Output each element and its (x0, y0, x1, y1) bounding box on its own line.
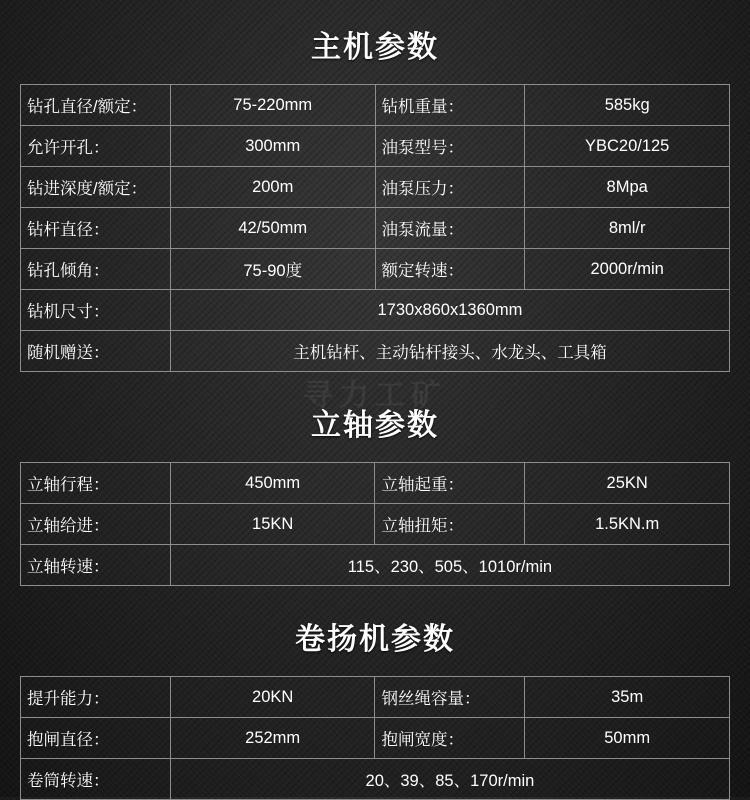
spec-label: 抱闸直径： (21, 718, 171, 759)
spec-label: 钻孔直径/额定： (21, 85, 171, 126)
spec-table-spindle (20, 462, 730, 586)
table-row (21, 331, 730, 372)
spec-value: 主机钻杆、主动钻杆接头、水龙头、工具箱 (170, 331, 729, 372)
spec-value: 2000r/min (525, 249, 730, 290)
spec-table-host (20, 84, 730, 372)
table-row (21, 463, 730, 504)
table-row (21, 677, 730, 718)
spec-value: 35m (525, 677, 730, 718)
spec-label: 随机赠送： (21, 331, 171, 372)
table-row (21, 249, 730, 290)
section-title-winch: 卷扬机参数 (295, 623, 455, 656)
watermark: 寻力工矿 (303, 379, 447, 412)
spec-table-spindle-body (21, 463, 730, 586)
section-title-host: 主机参数 (311, 31, 439, 64)
spec-label: 立轴转速： (21, 545, 171, 586)
spec-label: 立轴行程： (21, 463, 171, 504)
table-row (21, 290, 730, 331)
table-row (21, 85, 730, 126)
table-row (21, 718, 730, 759)
spec-table-winch (20, 676, 730, 800)
spec-label: 抱闸宽度： (375, 718, 525, 759)
spec-label: 额定转速： (375, 249, 525, 290)
spec-table-winch-body (21, 677, 730, 800)
spec-value: 50mm (525, 718, 730, 759)
spec-value: 75-90度 (170, 249, 375, 290)
table-row (21, 759, 730, 800)
spec-value: 20、39、85、170r/min (170, 759, 729, 800)
table-row (21, 208, 730, 249)
table-row (21, 545, 730, 586)
spec-value: 8ml/r (525, 208, 730, 249)
spec-label: 油泵压力： (375, 167, 525, 208)
spec-label: 立轴扭矩： (375, 504, 525, 545)
spec-label: 立轴起重： (375, 463, 525, 504)
spec-label: 油泵型号： (375, 126, 525, 167)
spec-label: 卷筒转速： (21, 759, 171, 800)
table-row (21, 126, 730, 167)
spec-label: 允许开孔： (21, 126, 171, 167)
spec-value: 15KN (170, 504, 375, 545)
spec-table-host-body (21, 85, 730, 372)
spec-value: 42/50mm (170, 208, 375, 249)
spec-value: 200m (170, 167, 375, 208)
spec-value: 252mm (170, 718, 375, 759)
spec-value: 8Mpa (525, 167, 730, 208)
section-title-spindle: 立轴参数 (311, 409, 439, 442)
spec-value: 25KN (525, 463, 730, 504)
spec-value: 115、230、505、1010r/min (170, 545, 729, 586)
spec-label: 钻机重量： (375, 85, 525, 126)
spec-label: 钻孔倾角： (21, 249, 171, 290)
spec-value: 300mm (170, 126, 375, 167)
spec-label: 钢丝绳容量： (375, 677, 525, 718)
spec-label: 钻杆直径： (21, 208, 171, 249)
spec-value: 450mm (170, 463, 375, 504)
spec-label: 提升能力： (21, 677, 171, 718)
table-row (21, 167, 730, 208)
spec-label: 立轴给进： (21, 504, 171, 545)
spec-value: 1.5KN.m (525, 504, 730, 545)
spec-value: YBC20/125 (525, 126, 730, 167)
spec-value: 585kg (525, 85, 730, 126)
spec-value: 20KN (170, 677, 375, 718)
table-row (21, 504, 730, 545)
spec-value: 1730x860x1360mm (170, 290, 729, 331)
spec-label: 钻机尺寸： (21, 290, 171, 331)
spec-value: 75-220mm (170, 85, 375, 126)
spec-label: 钻进深度/额定： (21, 167, 171, 208)
spec-label: 油泵流量： (375, 208, 525, 249)
